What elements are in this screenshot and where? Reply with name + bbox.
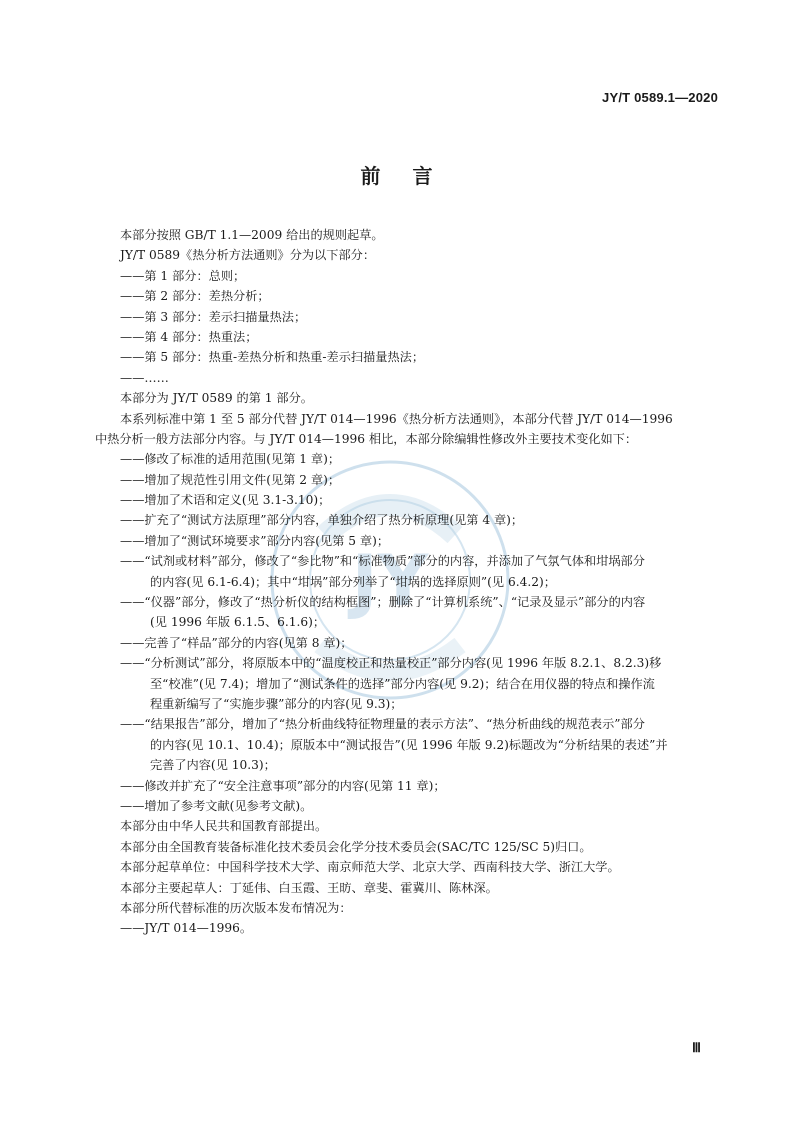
paragraph-line: JY/T 0589《热分析方法通则》分为以下部分： xyxy=(120,248,376,263)
list-item-continuation: (见 1996 年版 6.1.5、6.1.6)； xyxy=(150,615,326,630)
page-number: Ⅲ xyxy=(692,1040,701,1055)
paragraph-line: 本部分按照 GB/T 1.1—2009 给出的规则起草。 xyxy=(120,228,384,242)
list-item-continuation: 的内容(见 10.1、10.4)；原版本中“测试报告”(见 1996 年版 9.2)标题改为“分析结果的表述”并 xyxy=(150,737,668,752)
dash-list-item: ——增加了参考文献(见参考文献)。 xyxy=(120,798,313,813)
paragraph-line: 本部分为 JY/T 0589 的第 1 部分。 xyxy=(120,391,313,406)
dash-list-item: ——“仪器”部分，修改了“热分析仪的结构框图”；删除了“计算机系统”、“记录及显示”部分的内容 xyxy=(120,595,646,610)
dash-list-item: ——修改并扩充了“安全注意事项”部分的内容(见第 11 章)； xyxy=(120,778,446,793)
paragraph-line: 本部分所代替标准的历次版本发布情况为： xyxy=(120,900,352,915)
list-item-continuation: 程重新编写了“实施步骤”部分的内容(见 9.3)； xyxy=(150,696,403,711)
preface-body xyxy=(95,225,723,939)
paragraph-line: 中热分析一般方法部分内容。与 JY/T 014—1996 相比，本部分除编辑性修改外主要技术变化如下： xyxy=(95,431,638,446)
dash-list-item: ——…… xyxy=(120,370,169,385)
dash-list-item: ——第 3 部分：差示扫描量热法； xyxy=(120,309,307,324)
dash-list-item: ——增加了术语和定义(见 3.1-3.10)； xyxy=(120,493,331,508)
paragraph-line: 本系列标准中第 1 至 5 部分代替 JY/T 014—1996《热分析方法通则》，本部分代替 JY/T 014—1996 xyxy=(120,411,673,426)
dash-list-item: ——增加了“测试环境要求”部分内容(见第 5 章)； xyxy=(120,533,390,548)
standard-code: JY/T 0589.1—2020 xyxy=(602,90,718,105)
dash-list-item: ——JY/T 014—1996。 xyxy=(120,921,253,936)
list-item-continuation: 至“校准”(见 7.4)；增加了“测试条件的选择”部分内容(见 9.2)；结合在用仪器的特点和操作流 xyxy=(150,676,655,691)
svg-text:JY: JY xyxy=(351,540,429,622)
dash-list-item: ——第 5 部分：热重-差热分析和热重-差示扫描量热法； xyxy=(120,350,425,365)
dash-list-item: ——“结果报告”部分，增加了“热分析曲线特征物理量的表示方法”、“热分析曲线的规范表示”部分 xyxy=(120,717,645,732)
list-item-continuation: 的内容(见 6.1-6.4)；其中“坩埚”部分列举了“坩埚的选择原则”(见 6.4.2)； xyxy=(150,574,556,589)
paragraph-line: 本部分由中华人民共和国教育部提出。 xyxy=(120,819,328,834)
dash-list-item: ——“试剂或材料”部分，修改了“参比物”和“标准物质”部分的内容，并添加了气氛气体和坩埚部分 xyxy=(120,554,645,569)
dash-list-item: ——第 2 部分：差热分析； xyxy=(120,289,270,304)
dash-list-item: ——第 1 部分：总则； xyxy=(120,268,246,283)
page-title: 前言 xyxy=(360,164,465,188)
dash-list-item: ——完善了“样品”部分的内容(见第 8 章)； xyxy=(120,635,353,650)
paragraph-line: 本部分起草单位：中国科学技术大学、南京师范大学、北京大学、西南科技大学、浙江大学。 xyxy=(120,860,620,875)
dash-list-item: ——扩充了“测试方法原理”部分内容，单独介绍了热分析原理(见第 4 章)； xyxy=(120,513,524,528)
paragraph-line: 本部分由全国教育装备标准化技术委员会化学分技术委员会(SAC/TC 125/SC 5)归口。 xyxy=(120,839,592,854)
dash-list-item: ——增加了规范性引用文件(见第 2 章)； xyxy=(120,472,341,487)
paragraph-line: 本部分主要起草人：丁延伟、白玉霞、王昉、章斐、霍冀川、陈林深。 xyxy=(120,880,498,895)
dash-list-item: ——修改了标准的适用范围(见第 1 章)； xyxy=(120,452,341,467)
dash-list-item: ——“分析测试”部分，将原版本中的“温度校正和热量校正”部分内容(见 1996 年版 8.2.1、8.2.3)移 xyxy=(120,656,662,671)
dash-list-item: ——第 4 部分：热重法； xyxy=(120,329,258,344)
list-item-continuation: 完善了内容(见 10.3)； xyxy=(150,758,276,773)
